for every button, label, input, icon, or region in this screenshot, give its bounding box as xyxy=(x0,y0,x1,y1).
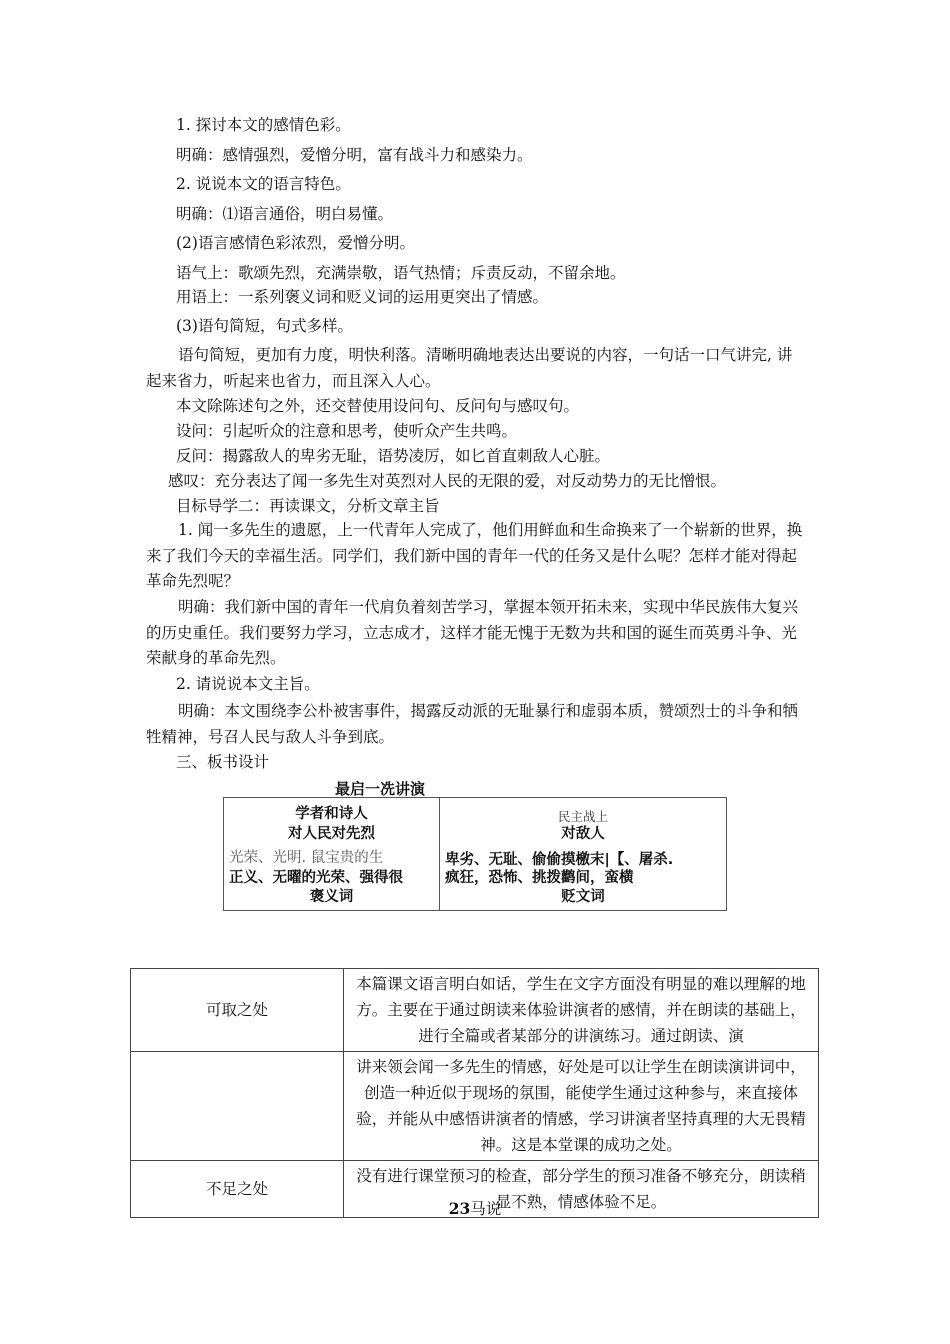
strengths-text-continued: 讲来领会闻一多先生的情感，好处是可以让学生在朗读演讲词中，创造一种近似于现场的氛围，能使学生通过这种参与，来直接体验，并能从中感悟讲演者的情感，学习讲演者坚持真理的大无畏精神。这是本堂课的成功之处。 xyxy=(344,1052,819,1161)
wording-note: 用语上：一系列褒义词和贬义词的运用更突出了情感。 xyxy=(176,288,549,306)
short-sentences-paragraph: 语句简短，更加有力度，明快利落。清晰明确地表达出要说的内容，一句话一口气讲完, 讲起来省力，听起来也省力，而且深入人心。 xyxy=(146,346,793,390)
answer-2-point-1: 明确：⑴语言通俗，明白易懂。 xyxy=(176,205,394,223)
answer-2-point-2: (2)语言感情色彩浓烈，爱憎分明。 xyxy=(176,234,415,252)
board-right-line-2: 疯狂，恐怖、挑拨鹳间，蛮横 xyxy=(445,870,634,886)
empty-label-cell xyxy=(131,1052,344,1161)
strengths-text: 本篇课文语言明白如话，学生在文字方面没有明显的难以理解的地方。主要在于通过朗读来体验讲演者的感情，并在朗读的基础上，进行全篇或者某部分的讲演练习。通过朗读、演 xyxy=(344,969,819,1052)
counter-question-note: 反问：揭露敌人的卑劣无耻，语势凌厉，如匕首直刺敌人心脏。 xyxy=(176,447,611,465)
board-right-subheading: 对敌人 xyxy=(561,826,605,842)
board-right-category: 贬文词 xyxy=(561,889,605,905)
question-2: 2. 说说本文的语言特色。 xyxy=(176,175,351,193)
board-right-column xyxy=(440,798,726,910)
board-left-column xyxy=(224,798,440,910)
blackboard-design-table xyxy=(223,797,727,911)
answer-legacy-paragraph: 明确：我们新中国的青年一代肩负着刻苦学习，掌握本领开拓未来，实现中华民族伟大复兴的历史重任。我们要努力学习，立志成才，这样才能无愧于无数为共和国的诞生而英勇斗争、光荣献身的革命先烈。 xyxy=(146,598,799,667)
answer-2-point-3: (3)语句简短，句式多样。 xyxy=(176,317,353,335)
question-legacy-paragraph: 1. 闻一多先生的遗愿，上一代青年人完成了，他们用鲜血和生命换来了一个崭新的世界，换来了我们今天的幸福生活。同学们，我们新中国的青年一代的任务又是什么呢？怎样才能对得起革命先烈呢？ xyxy=(146,521,803,590)
board-left-heading: 学者和诗人 xyxy=(295,806,368,822)
answer-theme-paragraph: 明确：本文围绕李公朴被害事件，揭露反动派的无耻暴行和虚弱本质，赞颂烈士的斗争和牺牲精神，号召人民与敌人斗争到底。 xyxy=(146,702,799,746)
footer-suffix: 马说 xyxy=(470,1200,502,1218)
section-board-design: 三、板书设计 xyxy=(176,753,270,771)
teaching-reflection-table xyxy=(130,968,819,1218)
board-left-subheading: 对人民对先烈 xyxy=(288,826,375,842)
rhetorical-question-note: 设问：引起听众的注意和思考，使听众产生共鸣。 xyxy=(176,422,518,440)
tone-note: 语气上：歌颂先烈，充满崇敬，语气热情；斥责反动，不留余地。 xyxy=(176,264,626,282)
question-1: 1. 探讨本文的感情色彩。 xyxy=(176,116,351,134)
sentence-types-note: 本文除陈述句之外，还交替使用设问句、反问句与感叹句。 xyxy=(176,397,580,415)
question-theme: 2. 请说说本文主旨。 xyxy=(176,675,320,693)
exclamation-note: 感叹：充分表达了闻一多先生对英烈对人民的无限的爱，对反动势力的无比憎恨。 xyxy=(168,472,727,490)
board-left-line-2: 正义、无曜的光荣、强得很 xyxy=(229,870,403,886)
page-footer xyxy=(0,1197,950,1219)
board-left-category: 褒义词 xyxy=(309,889,354,905)
page-number: 23 xyxy=(448,1199,471,1218)
board-title: 最启一冼讲演 xyxy=(335,780,426,798)
weaknesses-label: 不足之处 xyxy=(131,1161,344,1218)
board-right-heading: 民主战上 xyxy=(557,809,608,824)
answer-1: 明确：感情强烈，爱憎分明，富有战斗力和感染力。 xyxy=(176,146,533,164)
table-row xyxy=(131,969,819,1052)
table-row xyxy=(131,1052,819,1161)
goal-heading-2: 目标导学二：再读课文，分析文章主旨 xyxy=(176,497,440,515)
board-left-line-1: 光荣、光明. 鼠宝贵的生 xyxy=(229,850,384,866)
board-right-line-1: 卑劣、无耻、偷偷摸檄末|【、屠杀. xyxy=(445,852,674,868)
strengths-label: 可取之处 xyxy=(131,969,344,1052)
weaknesses-text: 没有进行课堂预习的检查，部分学生的预习准备不够充分，朗读稍显不熟，情感体验不足。 xyxy=(344,1161,819,1218)
